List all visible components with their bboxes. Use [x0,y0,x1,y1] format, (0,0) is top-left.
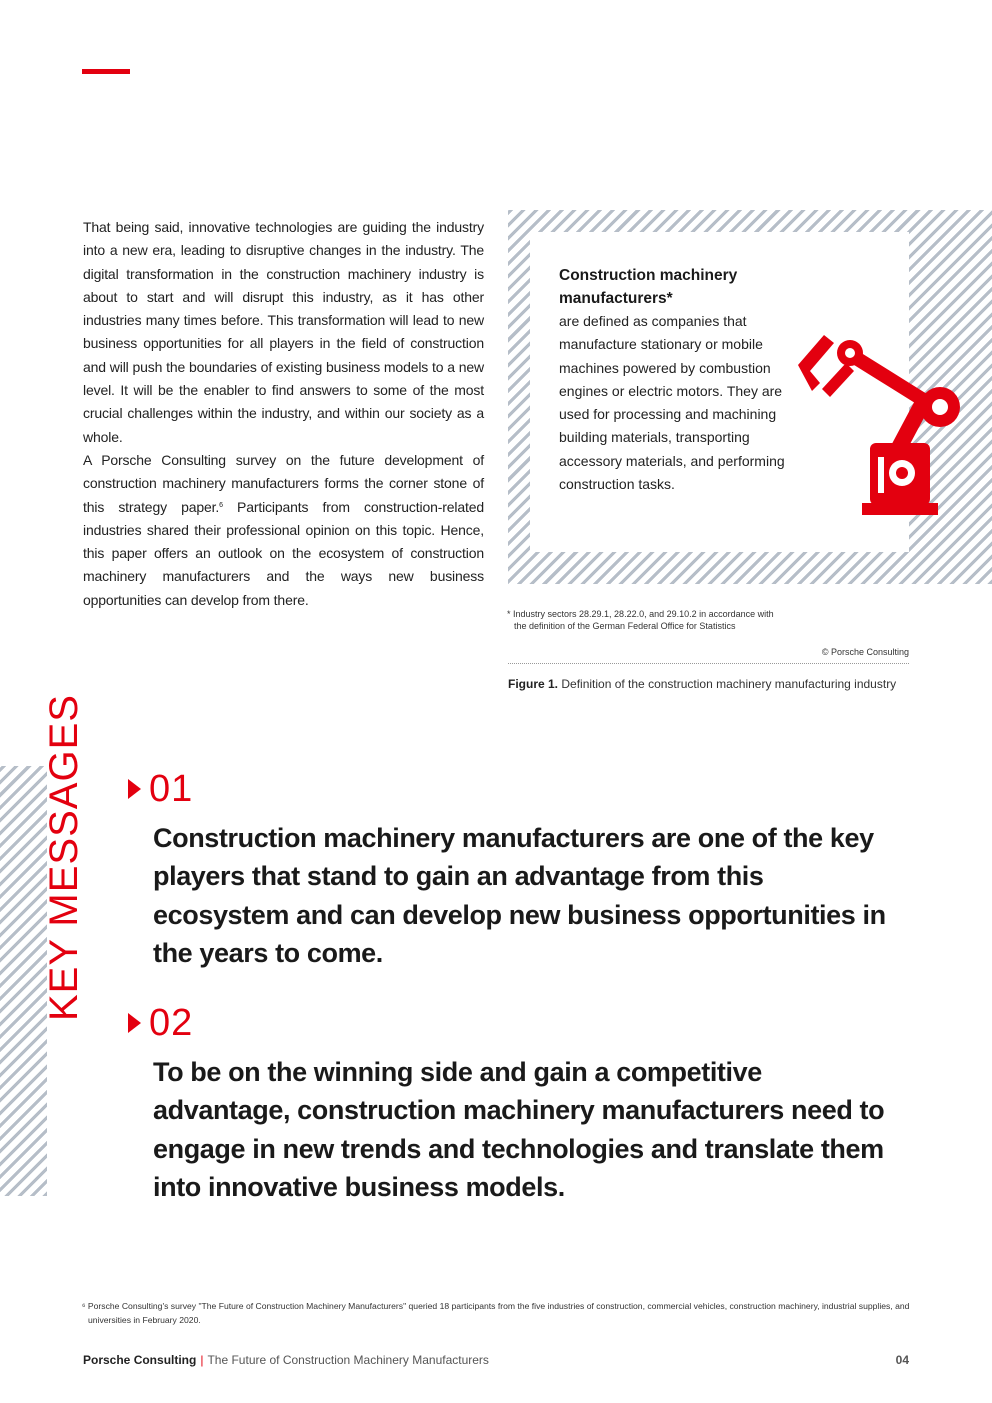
figure-note: * Industry sectors 28.29.1, 28.22.0, and 29.10.2 in accordance with the definition of the German Federal Office for Statistics [507,609,774,631]
message-number: 01 [149,767,194,810]
page-number: 04 [895,1353,909,1367]
figure-caption: Figure 1. Definition of the construction machinery manufacturing industry [508,677,897,691]
figure-heading: Construction machinery manufacturers* [559,267,738,307]
footer-separator: | [200,1353,204,1367]
body-paragraph-1: That being said, innovative technologies are guiding the industry into a new era, leading to disruptive changes in the industry. The digital transformation in the construction machinery industry is about to start and will disrupt this industry, as it has other industries many times before. This transformation will lead to new business opportunities for all players in the field of construction and will push the boundaries of existing business models to a new level. It will be the enabler to find answers to some of the most crucial challenges within the industry, and within our society as a whole. [83,219,484,445]
triangle-bullet-icon [128,779,141,799]
body-text [83,216,484,612]
robot-arm-icon [790,325,970,520]
key-messages-label: KEY MESSAGES [42,694,86,1021]
copyright: © Porsche Consulting [821,647,909,657]
message-number: 02 [149,1001,194,1044]
triangle-bullet-icon [128,1013,141,1033]
figure-text: are defined as companies that manufacture stationary or mobile machines powered by combustion engines or electric motors. They are used for processing and machining building materials, transporting accessory materials, and performing construction tasks. [559,313,785,493]
divider [508,663,909,664]
footnote-ref: 6 [219,501,223,509]
footer-brand: Porsche Consulting [83,1353,197,1367]
key-message-1 [128,769,888,972]
accent-bar [82,69,130,74]
key-message-2 [128,1003,888,1206]
footer-title: The Future of Construction Machinery Manufacturers [207,1353,489,1367]
body-paragraph-2: A Porsche Consulting survey on the future development of construction machinery manufacturers forms the corner stone of this strategy paper.$^6$ Participants from construction-related industries shared their professional opinion on this topic. Hence, this paper offers an outlook on the ecosystem of construction machinery manufacturers and the ways new business opportunities can develop from there. [83,451,484,608]
page-footer [83,1353,489,1367]
message-text: Construction machinery manufacturers are one of the key players that stand to gain an advantage from this ecosystem and can develop new business opportunities in the years to come. [153,823,886,968]
side-hatch [0,766,47,1196]
footnote: ⁶ Porsche Consulting's survey "The Future of Construction Machinery Manufacturers" queried 18 participants from the five industries of construction, commercial vehicles, construction machinery, industrial supplies, and universities in February 2020. [82,1301,910,1325]
message-text: To be on the winning side and gain a competitive advantage, construction machinery manufacturers need to engage in new trends and technologies and translate them into innovative business models. [153,1057,885,1202]
